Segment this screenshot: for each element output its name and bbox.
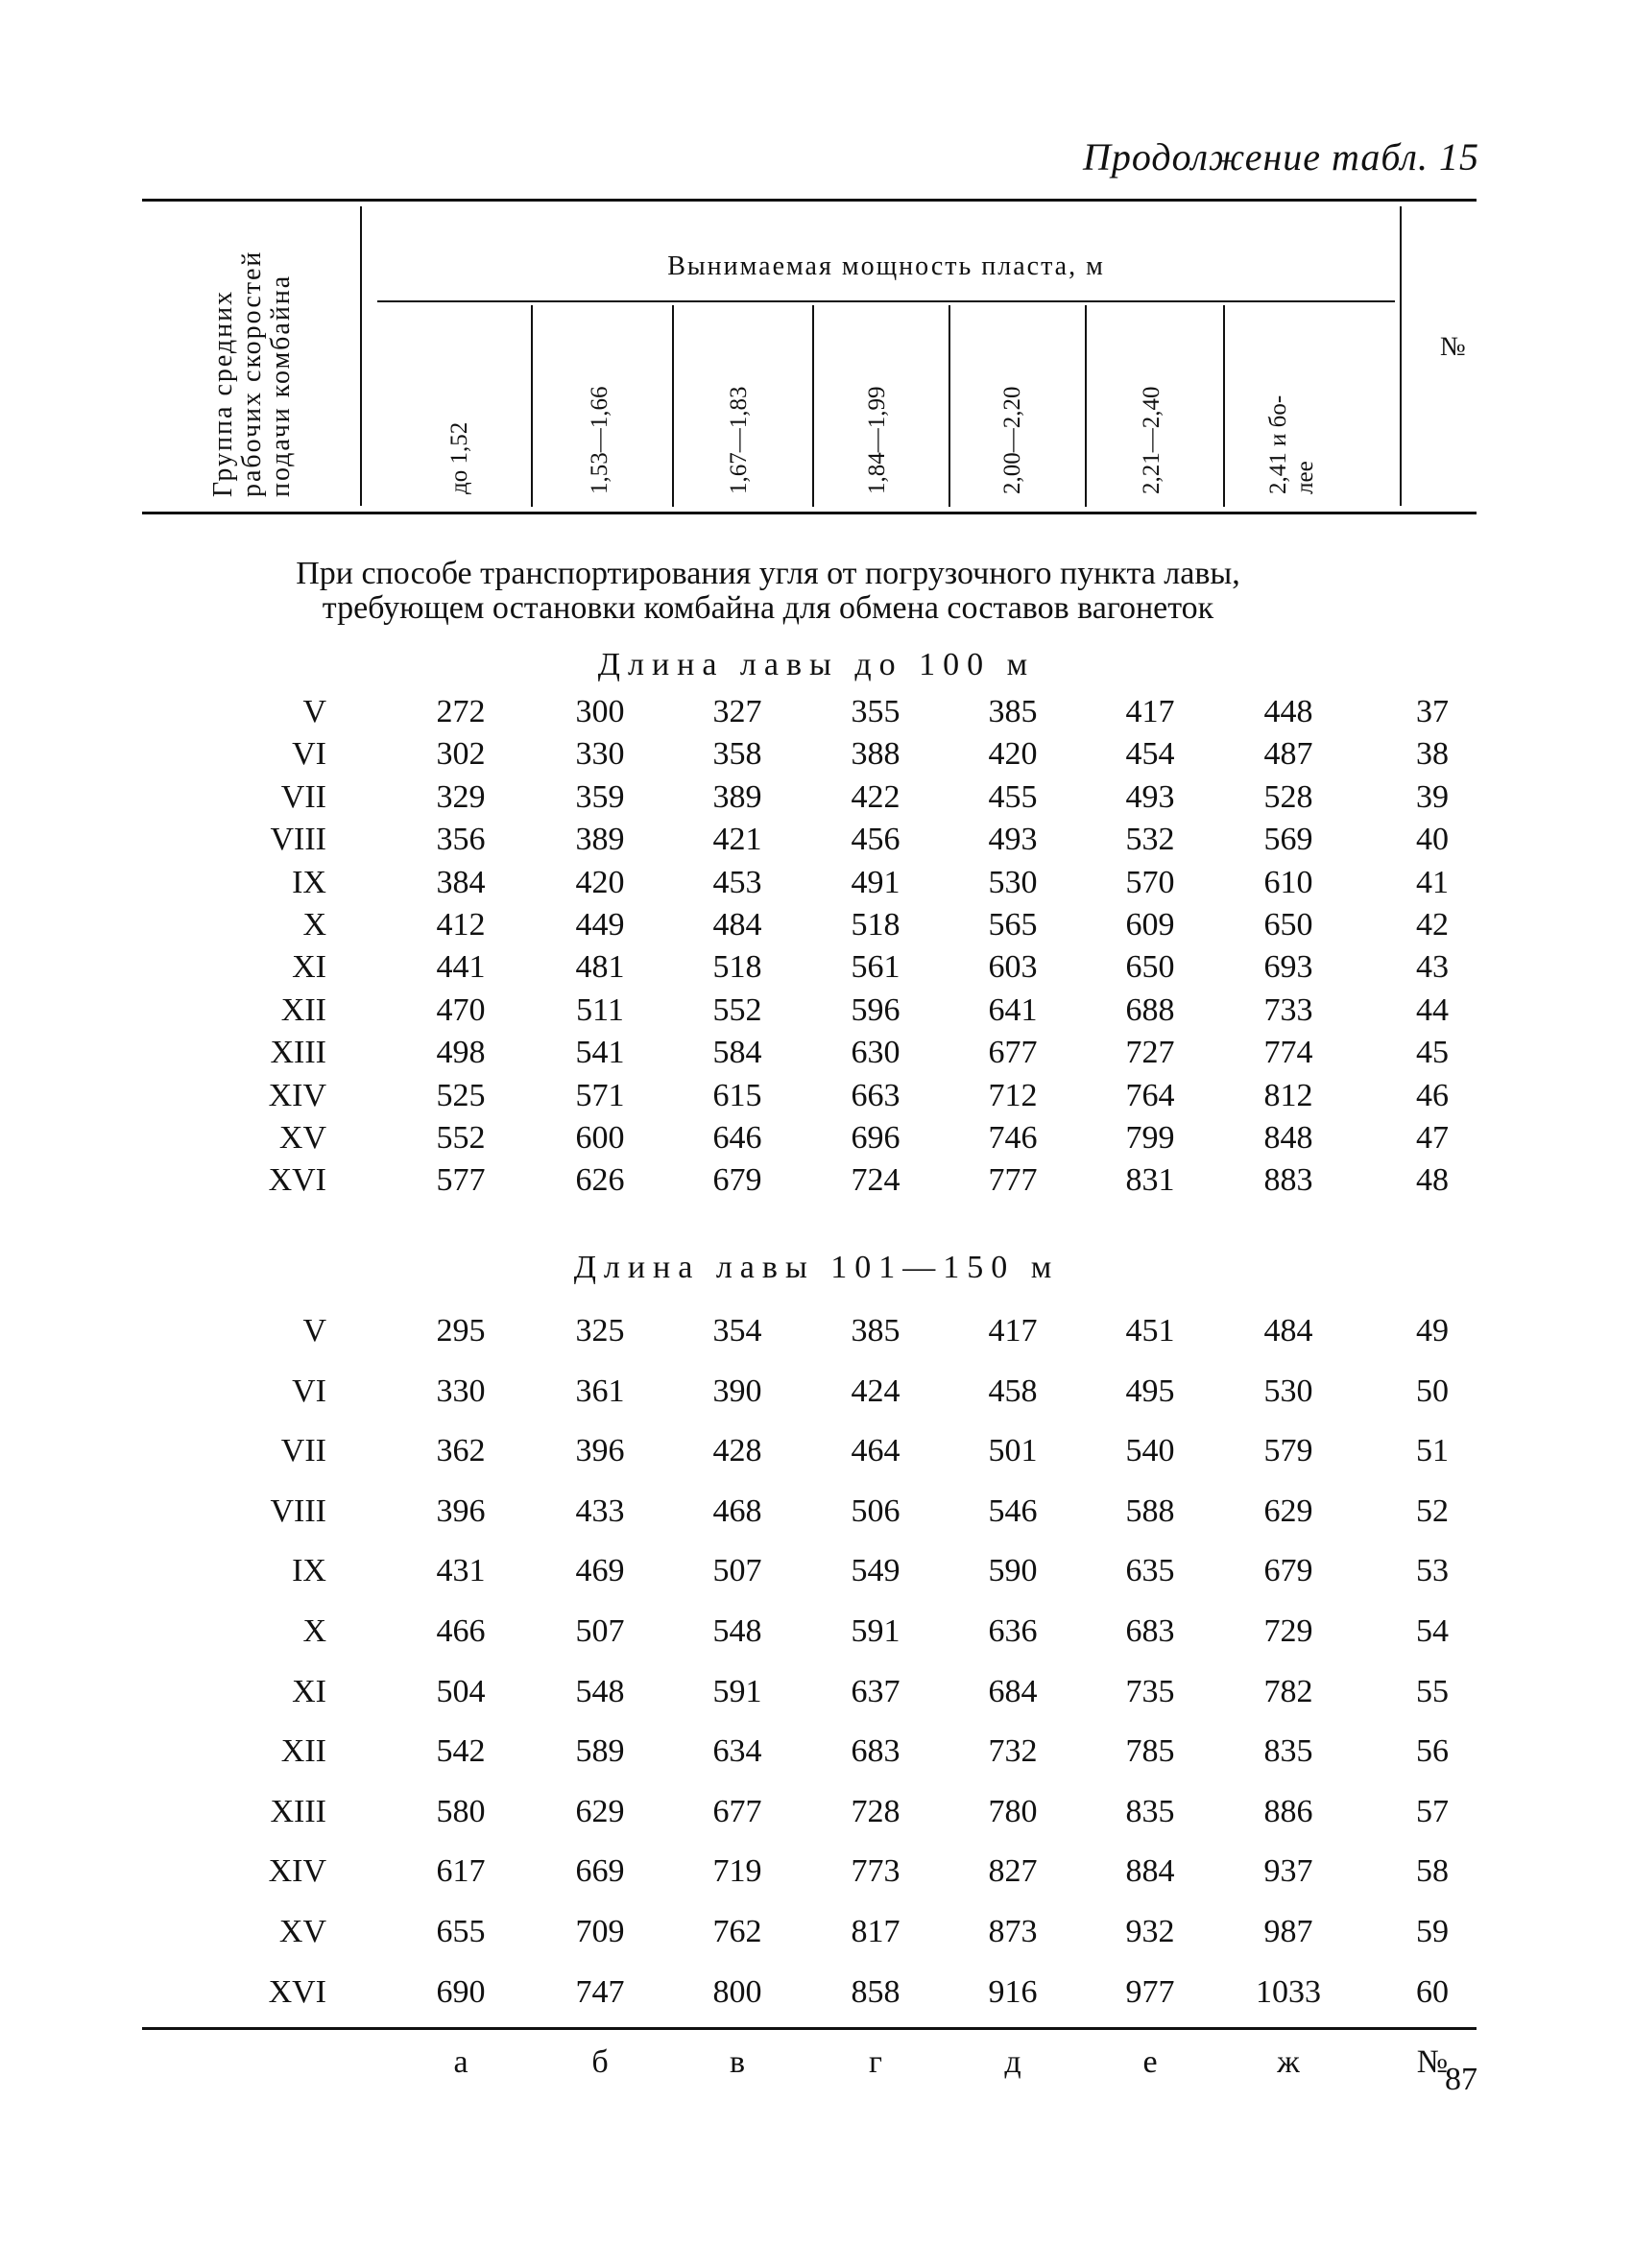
column-header-d: 2,00—2,20 <box>999 386 1025 494</box>
row-number-cell: 53 <box>1416 1553 1449 1589</box>
value-cell: 356 <box>436 822 486 858</box>
value-cell: 454 <box>1125 736 1175 773</box>
table-row <box>0 1553 1633 1591</box>
value-cell: 591 <box>851 1613 901 1649</box>
value-cell: 629 <box>1263 1492 1313 1529</box>
value-cell: 626 <box>575 1162 625 1199</box>
value-cell: 650 <box>1125 949 1175 986</box>
table-row <box>0 1433 1633 1471</box>
value-cell: 396 <box>575 1433 625 1469</box>
value-cell: 417 <box>1125 694 1175 729</box>
value-cell: 441 <box>436 949 486 986</box>
value-cell: 455 <box>988 778 1038 815</box>
value-cell: 727 <box>1125 1035 1175 1071</box>
value-cell: 330 <box>575 736 625 773</box>
row-number-cell: 38 <box>1416 736 1449 773</box>
footer-letter: а <box>453 2044 468 2080</box>
value-cell: 827 <box>988 1853 1038 1890</box>
header-divider-6 <box>1223 305 1225 507</box>
value-cell: 540 <box>1125 1433 1175 1469</box>
value-cell: 733 <box>1263 991 1313 1028</box>
value-cell: 458 <box>988 1373 1038 1409</box>
table-row <box>0 694 1633 732</box>
value-cell: 384 <box>436 864 486 900</box>
table-row <box>0 1373 1633 1412</box>
value-cell: 541 <box>575 1035 625 1071</box>
value-cell: 603 <box>988 949 1038 986</box>
value-cell: 493 <box>988 822 1038 858</box>
value-cell: 600 <box>575 1120 625 1156</box>
value-cell: 389 <box>575 822 625 858</box>
value-cell: 481 <box>575 949 625 986</box>
value-cell: 835 <box>1125 1793 1175 1829</box>
column-header-b: 1,53—1,66 <box>587 386 612 494</box>
value-cell: 635 <box>1125 1553 1175 1589</box>
value-cell: 302 <box>436 736 486 773</box>
section-title: Длина лавы до 100 м <box>597 647 1036 682</box>
value-cell: 507 <box>575 1613 625 1649</box>
value-cell: 469 <box>575 1553 625 1589</box>
value-cell: 530 <box>988 864 1038 900</box>
table-row <box>0 1613 1633 1652</box>
footer-letter: ж <box>1277 2044 1300 2080</box>
value-cell: 596 <box>851 991 901 1028</box>
value-cell: 420 <box>575 864 625 900</box>
footer-rule <box>142 2027 1477 2030</box>
group-cell: V <box>302 1313 326 1349</box>
value-cell: 650 <box>1263 907 1313 943</box>
value-cell: 812 <box>1263 1077 1313 1113</box>
row-number-cell: 56 <box>1416 1733 1449 1770</box>
value-cell: 884 <box>1125 1853 1175 1890</box>
header-divider-5 <box>1085 305 1087 507</box>
row-number-cell: 49 <box>1416 1313 1449 1349</box>
value-cell: 762 <box>712 1914 762 1949</box>
footer-letter: в <box>729 2044 746 2080</box>
value-cell: 747 <box>575 1973 625 2010</box>
row-number-cell: 52 <box>1416 1492 1449 1529</box>
row-number-cell: 39 <box>1416 778 1449 815</box>
value-cell: 729 <box>1263 1613 1313 1649</box>
header-divider-1 <box>531 305 533 507</box>
value-cell: 300 <box>575 694 625 729</box>
row-number-cell: 44 <box>1416 991 1449 1028</box>
group-cell: VI <box>292 1373 326 1409</box>
value-cell: 570 <box>1125 864 1175 900</box>
group-cell: XIII <box>270 1793 326 1829</box>
value-cell: 634 <box>712 1733 762 1770</box>
value-cell: 817 <box>851 1914 901 1949</box>
value-cell: 421 <box>712 822 762 858</box>
table-row <box>0 779 1633 818</box>
value-cell: 468 <box>712 1492 762 1529</box>
value-cell: 858 <box>851 1973 901 2010</box>
value-cell: 390 <box>712 1373 762 1409</box>
value-cell: 359 <box>575 778 625 815</box>
value-cell: 646 <box>712 1120 762 1156</box>
value-cell: 424 <box>851 1373 901 1409</box>
value-cell: 493 <box>1125 778 1175 815</box>
table-row <box>0 1974 1633 2013</box>
row-number-cell: 46 <box>1416 1077 1449 1113</box>
group-column-header: Группа средних рабочих скоростей подачи комбайна <box>208 250 296 497</box>
section-intro: При способе транспортирования угля от погрузочного пункта лавы, требующем остановки комбайна для обмена составов вагонеток <box>296 556 1240 626</box>
value-cell: 764 <box>1125 1077 1175 1113</box>
row-number-cell: 47 <box>1416 1120 1449 1156</box>
footer-letter: е <box>1142 2044 1158 2080</box>
value-cell: 774 <box>1263 1035 1313 1071</box>
value-cell: 417 <box>988 1313 1038 1349</box>
value-cell: 683 <box>1125 1613 1175 1649</box>
value-cell: 546 <box>988 1492 1038 1529</box>
column-header-v: 1,67—1,83 <box>726 386 752 494</box>
group-cell: XIV <box>268 1077 326 1113</box>
value-cell: 389 <box>712 778 762 815</box>
table-row <box>0 1914 1633 1952</box>
value-cell: 552 <box>436 1120 486 1156</box>
row-number-cell: 37 <box>1416 694 1449 729</box>
value-cell: 746 <box>988 1120 1038 1156</box>
value-cell: 580 <box>436 1793 486 1829</box>
value-cell: 732 <box>988 1733 1038 1770</box>
value-cell: 590 <box>988 1553 1038 1589</box>
value-cell: 412 <box>436 907 486 943</box>
value-cell: 629 <box>575 1793 625 1829</box>
value-cell: 518 <box>851 907 901 943</box>
value-cell: 719 <box>712 1853 762 1890</box>
value-cell: 782 <box>1263 1673 1313 1709</box>
value-cell: 542 <box>436 1733 486 1770</box>
value-cell: 724 <box>851 1162 901 1199</box>
value-cell: 504 <box>436 1673 486 1709</box>
row-number-cell: 54 <box>1416 1613 1449 1649</box>
value-cell: 362 <box>436 1433 486 1469</box>
value-cell: 579 <box>1263 1433 1313 1469</box>
group-cell: XII <box>280 1733 326 1770</box>
table-row <box>0 1794 1633 1832</box>
value-cell: 655 <box>436 1914 486 1949</box>
value-cell: 577 <box>436 1162 486 1199</box>
group-cell: XIII <box>270 1035 326 1071</box>
value-cell: 663 <box>851 1077 901 1113</box>
value-cell: 677 <box>712 1793 762 1829</box>
value-cell: 683 <box>851 1733 901 1770</box>
header-divider-4 <box>949 305 950 507</box>
value-cell: 327 <box>712 694 762 729</box>
value-cell: 561 <box>851 949 901 986</box>
table-caption: Продолжение табл. 15 <box>1082 135 1479 179</box>
value-cell: 552 <box>712 991 762 1028</box>
value-cell: 565 <box>988 907 1038 943</box>
value-cell: 354 <box>712 1313 762 1349</box>
group-cell: VIII <box>270 822 326 858</box>
value-cell: 433 <box>575 1492 625 1529</box>
value-cell: 525 <box>436 1077 486 1113</box>
column-header-g: 1,84—1,99 <box>864 386 890 494</box>
value-cell: 637 <box>851 1673 901 1709</box>
value-cell: 548 <box>712 1613 762 1649</box>
value-cell: 937 <box>1263 1853 1313 1890</box>
value-cell: 977 <box>1125 1973 1175 2010</box>
footer-letter: № <box>1416 2044 1449 2080</box>
group-cell: VIII <box>270 1492 326 1529</box>
value-cell: 800 <box>712 1973 762 2010</box>
value-cell: 388 <box>851 736 901 773</box>
row-number-cell: 42 <box>1416 907 1449 943</box>
group-cell: XII <box>280 991 326 1028</box>
footer-row <box>0 2044 1633 2083</box>
value-cell: 431 <box>436 1553 486 1589</box>
page-number: 87 <box>1445 2062 1477 2097</box>
group-cell: V <box>302 694 326 729</box>
value-cell: 615 <box>712 1077 762 1113</box>
value-cell: 883 <box>1263 1162 1313 1199</box>
value-cell: 684 <box>988 1673 1038 1709</box>
value-cell: 451 <box>1125 1313 1175 1349</box>
table-row <box>0 1853 1633 1892</box>
group-cell: X <box>302 1613 326 1649</box>
header-span-rule <box>377 300 1395 302</box>
value-cell: 487 <box>1263 736 1313 773</box>
group-cell: IX <box>292 1553 326 1589</box>
footer-letter: г <box>869 2044 882 2080</box>
group-cell: XI <box>292 949 326 986</box>
value-cell: 448 <box>1263 694 1313 729</box>
value-cell: 1033 <box>1256 1973 1321 2010</box>
value-cell: 693 <box>1263 949 1313 986</box>
value-cell: 835 <box>1263 1733 1313 1770</box>
thickness-span-header: Вынимаемая мощность пласта, м <box>667 251 1105 281</box>
number-column-header: № <box>1440 332 1466 362</box>
group-cell: XIV <box>268 1853 326 1890</box>
value-cell: 617 <box>436 1853 486 1890</box>
row-number-cell: 50 <box>1416 1373 1449 1409</box>
header-divider-num <box>1400 206 1402 506</box>
table-row <box>0 1674 1633 1712</box>
value-cell: 630 <box>851 1035 901 1071</box>
value-cell: 530 <box>1263 1373 1313 1409</box>
value-cell: 456 <box>851 822 901 858</box>
table-row <box>0 865 1633 903</box>
value-cell: 916 <box>988 1973 1038 2010</box>
value-cell: 569 <box>1263 822 1313 858</box>
table-row <box>0 1313 1633 1351</box>
value-cell: 464 <box>851 1433 901 1469</box>
row-number-cell: 43 <box>1416 949 1449 986</box>
value-cell: 679 <box>712 1162 762 1199</box>
row-number-cell: 41 <box>1416 864 1449 900</box>
value-cell: 848 <box>1263 1120 1313 1156</box>
value-cell: 589 <box>575 1733 625 1770</box>
value-cell: 501 <box>988 1433 1038 1469</box>
value-cell: 571 <box>575 1077 625 1113</box>
value-cell: 728 <box>851 1793 901 1829</box>
value-cell: 466 <box>436 1613 486 1649</box>
value-cell: 518 <box>712 949 762 986</box>
value-cell: 422 <box>851 778 901 815</box>
table-row <box>0 1078 1633 1116</box>
value-cell: 453 <box>712 864 762 900</box>
value-cell: 498 <box>436 1035 486 1071</box>
row-number-cell: 57 <box>1416 1793 1449 1829</box>
value-cell: 385 <box>851 1313 901 1349</box>
value-cell: 361 <box>575 1373 625 1409</box>
value-cell: 358 <box>712 736 762 773</box>
row-number-cell: 40 <box>1416 822 1449 858</box>
value-cell: 428 <box>712 1433 762 1469</box>
value-cell: 591 <box>712 1673 762 1709</box>
value-cell: 420 <box>988 736 1038 773</box>
column-header-a: до 1,52 <box>446 421 472 494</box>
table-row <box>0 1493 1633 1532</box>
value-cell: 785 <box>1125 1733 1175 1770</box>
value-cell: 272 <box>436 694 486 729</box>
value-cell: 532 <box>1125 822 1175 858</box>
row-number-cell: 45 <box>1416 1035 1449 1071</box>
header-divider-group <box>360 206 362 506</box>
header-bottom-rule <box>142 512 1477 514</box>
row-number-cell: 48 <box>1416 1162 1449 1199</box>
value-cell: 549 <box>851 1553 901 1589</box>
row-number-cell: 55 <box>1416 1673 1449 1709</box>
table-row <box>0 822 1633 860</box>
group-cell: X <box>302 907 326 943</box>
value-cell: 507 <box>712 1553 762 1589</box>
column-header-e: 2,21—2,40 <box>1139 386 1165 494</box>
value-cell: 329 <box>436 778 486 815</box>
value-cell: 470 <box>436 991 486 1028</box>
group-cell: VII <box>280 778 326 815</box>
value-cell: 295 <box>436 1313 486 1349</box>
group-cell: XVI <box>268 1162 326 1199</box>
group-cell: XV <box>278 1120 326 1156</box>
value-cell: 669 <box>575 1853 625 1890</box>
header-divider-3 <box>812 305 814 507</box>
value-cell: 709 <box>575 1914 625 1949</box>
value-cell: 548 <box>575 1673 625 1709</box>
value-cell: 588 <box>1125 1492 1175 1529</box>
value-cell: 495 <box>1125 1373 1175 1409</box>
footer-letter: б <box>591 2044 609 2080</box>
value-cell: 610 <box>1263 864 1313 900</box>
group-cell: IX <box>292 864 326 900</box>
row-number-cell: 58 <box>1416 1853 1449 1890</box>
value-cell: 987 <box>1263 1914 1313 1949</box>
column-header-zh: 2,41 и бо- лее <box>1265 394 1318 494</box>
value-cell: 385 <box>988 694 1038 729</box>
value-cell: 330 <box>436 1373 486 1409</box>
value-cell: 506 <box>851 1492 901 1529</box>
value-cell: 712 <box>988 1077 1038 1113</box>
value-cell: 799 <box>1125 1120 1175 1156</box>
row-number-cell: 60 <box>1416 1973 1449 2010</box>
value-cell: 484 <box>1263 1313 1313 1349</box>
value-cell: 584 <box>712 1035 762 1071</box>
value-cell: 355 <box>851 694 901 729</box>
footer-letter: д <box>1004 2044 1021 2080</box>
value-cell: 688 <box>1125 991 1175 1028</box>
value-cell: 449 <box>575 907 625 943</box>
value-cell: 511 <box>576 991 624 1028</box>
value-cell: 484 <box>712 907 762 943</box>
table-row <box>0 1733 1633 1772</box>
value-cell: 528 <box>1263 778 1313 815</box>
table-row <box>0 992 1633 1031</box>
value-cell: 886 <box>1263 1793 1313 1829</box>
row-number-cell: 51 <box>1416 1433 1449 1469</box>
value-cell: 325 <box>575 1313 625 1349</box>
value-cell: 932 <box>1125 1914 1175 1949</box>
value-cell: 773 <box>851 1853 901 1890</box>
table-row <box>0 1120 1633 1158</box>
table-row <box>0 736 1633 775</box>
value-cell: 677 <box>988 1035 1038 1071</box>
value-cell: 679 <box>1263 1553 1313 1589</box>
value-cell: 777 <box>988 1162 1038 1199</box>
value-cell: 609 <box>1125 907 1175 943</box>
group-cell: XI <box>292 1673 326 1709</box>
table-row <box>0 907 1633 945</box>
table-row <box>0 1162 1633 1201</box>
group-cell: VI <box>292 736 326 773</box>
table-row <box>0 1035 1633 1073</box>
group-cell: XV <box>278 1914 326 1949</box>
value-cell: 396 <box>436 1492 486 1529</box>
value-cell: 831 <box>1125 1162 1175 1199</box>
value-cell: 780 <box>988 1793 1038 1829</box>
table-row <box>0 949 1633 988</box>
value-cell: 491 <box>851 864 901 900</box>
group-cell: VII <box>280 1433 326 1469</box>
value-cell: 641 <box>988 991 1038 1028</box>
row-number-cell: 59 <box>1416 1914 1449 1949</box>
value-cell: 873 <box>988 1914 1038 1949</box>
header-top-rule <box>142 199 1477 202</box>
section-title: Длина лавы 101—150 м <box>573 1250 1060 1285</box>
group-cell: XVI <box>268 1973 326 2010</box>
value-cell: 696 <box>851 1120 901 1156</box>
value-cell: 735 <box>1125 1673 1175 1709</box>
value-cell: 636 <box>988 1613 1038 1649</box>
value-cell: 690 <box>436 1973 486 2010</box>
header-divider-2 <box>672 305 674 507</box>
